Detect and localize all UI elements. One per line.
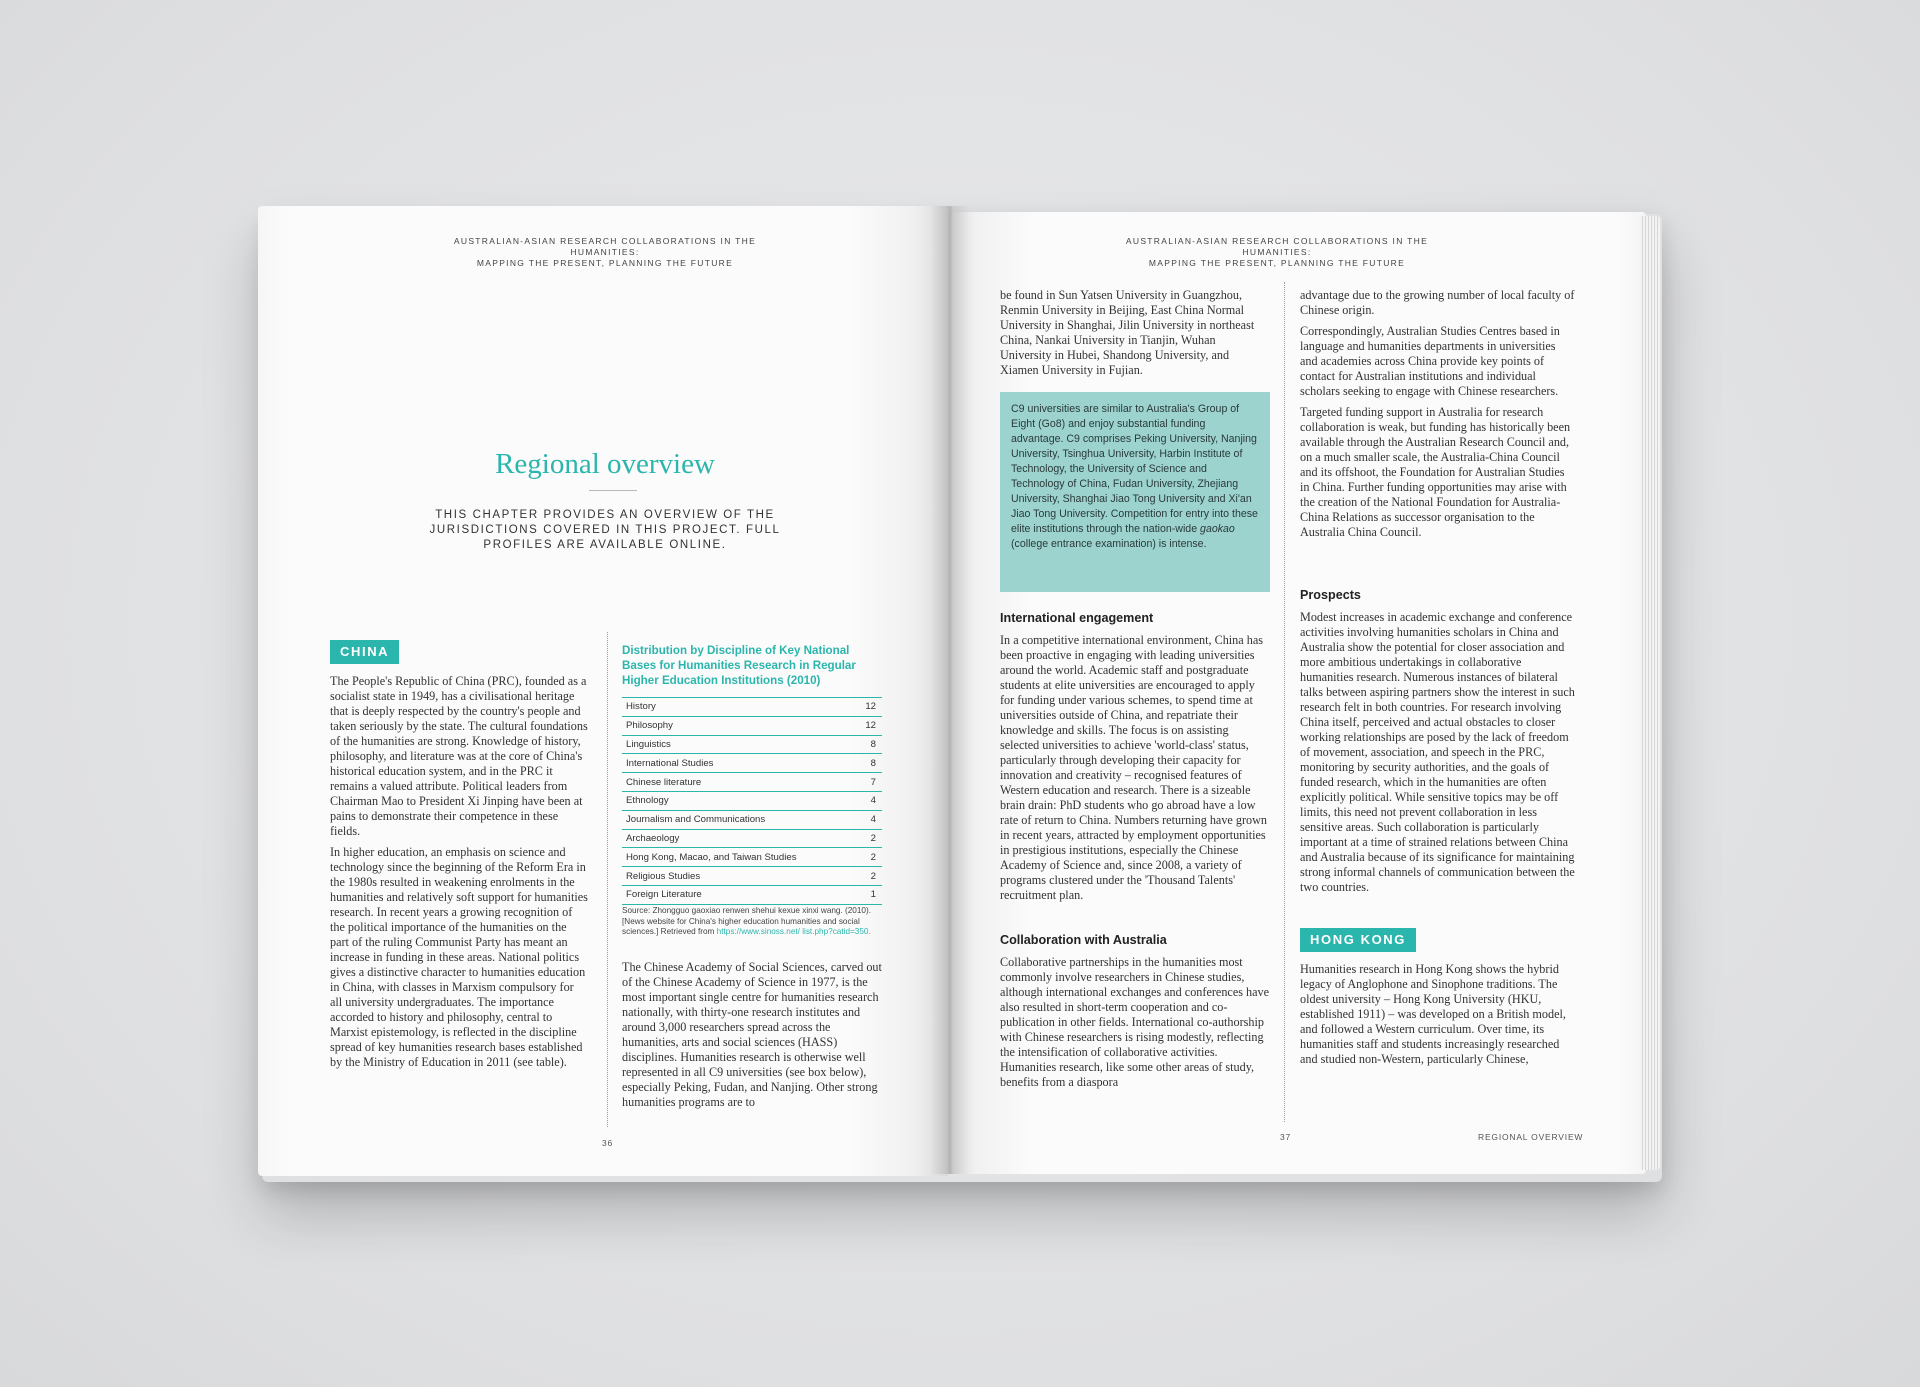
heading-collaboration-australia: Collaboration with Australia: [1000, 933, 1167, 947]
hk-column: [1300, 962, 1576, 1073]
hk-paragraph: Humanities research in Hong Kong shows the hybrid legacy of Anglophone and Sinophone traditions. The oldest university – Hong Kong University (HKU, established 1911) – was developed on a British model, and followed a Western curriculum. Over time, its humanities staff and students increasingly researched and studied non-Western, particularly Chinese,: [1300, 962, 1566, 1066]
heading-international-engagement: International engagement: [1000, 611, 1154, 625]
table-row-value: 12: [865, 701, 876, 713]
table-row-value: 12: [865, 720, 876, 732]
table-row-value: 8: [870, 738, 876, 750]
table-row: [622, 753, 882, 772]
cass-paragraph: The Chinese Academy of Social Sciences, carved out of the Chinese Academy of Science in 1977, is the most important single centre for humanities research nationally, with thirty-one research institutes and around 3,000 researchers spread across the humanities, arts and social sciences (HASS) disciplines. Humanities research is otherwise well represented in all C9 universities (see box below), especially Peking, Fudan, and Nanjing. Other strong humanities programs are to: [622, 960, 882, 1109]
table-row: [622, 772, 882, 791]
table-row-label: Ethnology: [626, 795, 669, 807]
table-row-label: Linguistics: [626, 738, 671, 750]
china-paragraph-1: The People's Republic of China (PRC), founded as a socialist state in 1949, has a civilisational heritage that is deeply respected by the country's people and taken seriously by the state. The cultural foundations of the humanities are strong. Knowledge of history, philosophy, and literature was at the core of China's historical education system, and in the PRC it remains a valued attribute. Political leaders from Chairman Mao to President Xi Jinping have been at pains to demonstrate their competence in these fields.: [330, 674, 588, 838]
table-row-value: 2: [870, 851, 876, 863]
table-row-value: 1: [870, 889, 876, 901]
running-head-line1: AUSTRALIAN-ASIAN RESEARCH COLLABORATIONS IN THE HUMANITIES:: [453, 236, 757, 257]
page-number-right: 37: [1280, 1132, 1292, 1142]
table-row-label: History: [626, 701, 656, 713]
universities-paragraph: be found in Sun Yatsen University in Guangzhou, Renmin University in Beijing, East China Normal University in Shanghai, Jilin University in northeast China, Nankai University in Tianjin, Wuhan University in Hubei, Shandong University, and Xiamen University in Fujian.: [1000, 288, 1255, 377]
table-row: [622, 791, 882, 810]
column-divider-left: [607, 632, 608, 1127]
intl-column: [1000, 633, 1270, 909]
source-link[interactable]: https://www.sinoss.net/ list.php?catid=350.: [716, 927, 871, 936]
page-title: Regional overview: [495, 448, 715, 480]
footer-section-label: REGIONAL OVERVIEW: [1478, 1132, 1584, 1142]
chapter-intro: THIS CHAPTER PROVIDES AN OVERVIEW OF THE JURISDICTIONS COVERED IN THIS PROJECT. FULL PROFILES ARE AVAILABLE ONLINE.: [429, 509, 781, 551]
table-row: [622, 716, 882, 735]
table-row-label: Foreign Literature: [626, 889, 702, 901]
table-row: [622, 810, 882, 829]
cass-column: [622, 960, 884, 1116]
table-row: [622, 885, 882, 905]
table-row-value: 4: [870, 814, 876, 826]
table-row-value: 8: [870, 757, 876, 769]
page-number-left: 36: [602, 1138, 614, 1148]
table-row: [622, 847, 882, 866]
collab-paragraph: Collaborative partnerships in the humanities most commonly involve researchers in Chinese studies, although international exchanges and conferences have also resulted in short-term cooperation and co-publication in other fields. International co-authorship with Chinese researchers is rising modestly, reflecting the intensification of collaborative activities. Humanities research, like some other areas of study, benefits from a diaspora: [1000, 955, 1270, 1089]
table-row: [622, 735, 882, 754]
table-row-label: Philosophy: [626, 720, 673, 732]
prospects-column: [1300, 610, 1576, 901]
col2-paragraph-3: Targeted funding support in Australia for research collaboration is weak, but funding has historically been available through the Australian Research Council and, on a much smaller scale, the Australia-China Council and its offshoot, the Foundation for Australian Studies in China. Further funding opportunities may arise with the creation of the National Foundation for Australia-China Relations as successor organisation to the Australia China Council.: [1300, 405, 1571, 539]
table-row: [622, 829, 882, 848]
table-row-label: Journalism and Communications: [626, 814, 766, 826]
discipline-table: [622, 697, 882, 905]
table-row-value: 7: [870, 776, 876, 788]
source-text: Source: Zhongguo gaoxiao renwen shehui kexue xinxi wang. (2010). [News website for China's higher education humanities and social sciences.] Retrieved from: [622, 906, 871, 936]
table-row-label: Hong Kong, Macao, and Taiwan Studies: [626, 851, 797, 863]
table-title: Distribution by Discipline of Key National Bases for Humanities Research in Regular Higher Education Institutions (2010): [622, 644, 856, 687]
running-head-right: [1112, 236, 1442, 269]
table-row-label: Chinese literature: [626, 776, 702, 788]
table-row-label: International Studies: [626, 757, 714, 769]
table-row-label: Religious Studies: [626, 870, 701, 882]
table-row: [622, 697, 882, 716]
table-row: [622, 866, 882, 885]
section-tag-china: CHINA: [330, 640, 399, 664]
page-edges: [1640, 216, 1660, 1170]
running-head-line1: AUSTRALIAN-ASIAN RESEARCH COLLABORATIONS IN THE HUMANITIES:: [1125, 236, 1429, 257]
prospects-paragraph: Modest increases in academic exchange and conference activities involving humanities scholars in China and Australia show the potential for closer association and more ambitious undertakings in collaborative humanities research. Numerous instances of bilateral talks between aspiring partners show the interest in such research felt in both countries. For research involving China itself, perceived and actual obstacles to closer working relationships are posed by the lack of freedom of movement, association, and speech in the PRC, monitoring by security authorities, and the goals of funded research, which in the humanities are often explicitly political. While sensitive topics may be off limits, this need not prevent collaboration in less sensitive areas. Such collaboration is particularly important at a time of strained relations between China and Australia because of its significance for maintaining strong informal channels of communication between the two countries.: [1300, 610, 1575, 894]
collab-column: [1000, 955, 1270, 1096]
callout-text-a: C9 universities are similar to Australia's Group of Eight (Go8) and enjoy substantial funding advantage. C9 comprises Peking University, Nanjing University, Tsinghua University, Harbin Institute of Technology, the University of Science and Technology of China, Fudan University, Zhejiang University, Shanghai Jiao Tong University and Xi'an Jiao Tong University. Competition for entry into these elite institutions through the nation-wide: [1011, 403, 1258, 535]
section-tag-hong-kong: HONG KONG: [1300, 928, 1416, 952]
intl-paragraph: In a competitive international environment, China has been proactive in engaging with leading universities around the world. Academic staff and postgraduate students at elite universities are encouraged to apply for funding under various schemes, to spend time at universities outside of China, and repatriate their knowledge and skills. The focus is on assisting selected universities to achieve 'world-class' status, particularly through developing their capacity for innovation and creativity – recognised features of Western education and research. There is a sizeable brain drain: PhD students who go abroad have a low rate of return to China. Numbers returning have grown in recent years, attracted by employment opportunities in prestigious institutions, especially the Chinese Academy of Science and, since 2008, a variety of programs clustered under the 'Thousand Talents' recruitment plan.: [1000, 633, 1268, 902]
col2-paragraph-2: Correspondingly, Australian Studies Centres based in language and humanities departments in universities and academies across China provide key points of contact for Australian institutions and individual scholars seeking to engage with Chinese researchers.: [1300, 324, 1560, 398]
c9-callout-box: [1000, 392, 1270, 592]
table-row-value: 2: [870, 870, 876, 882]
china-paragraph-2: In higher education, an emphasis on science and technology since the beginning of the Reform Era in the 1980s resulted in weakening enrolments in the humanities and relatively soft support for humanities research. In recent years a growing recognition of the political importance of the humanities on the part of the ruling Communist Party has meant an increase in funding in these areas. National politics gives a distinctive character to humanities education in China, with classes in Marxism compulsory for all university undergraduates. The importance accorded to history and philosophy, central to Marxist epistemology, is reflected in the discipline spread of key humanities research bases established by the Ministry of Education in 2011 (see table).: [330, 845, 588, 1069]
table-row-value: 2: [870, 832, 876, 844]
running-head-left: [440, 236, 770, 269]
col2-paragraph-1: advantage due to the growing number of local faculty of Chinese origin.: [1300, 288, 1575, 317]
right-col1-top: [1000, 288, 1270, 384]
running-head-line2: MAPPING THE PRESENT, PLANNING THE FUTURE: [476, 258, 734, 268]
table-row-label: Archaeology: [626, 832, 680, 844]
table-row-value: 4: [870, 795, 876, 807]
heading-prospects: Prospects: [1300, 588, 1361, 602]
right-col2-top: [1300, 288, 1576, 546]
running-head-line2: MAPPING THE PRESENT, PLANNING THE FUTURE: [1148, 258, 1406, 268]
table-source: [622, 906, 884, 938]
china-body-column: [330, 674, 588, 1076]
callout-text-em: gaokao: [1200, 523, 1235, 535]
callout-text-b: (college entrance examination) is intense.: [1011, 538, 1207, 550]
column-divider-right: [1284, 282, 1285, 1122]
title-divider: [589, 490, 637, 491]
